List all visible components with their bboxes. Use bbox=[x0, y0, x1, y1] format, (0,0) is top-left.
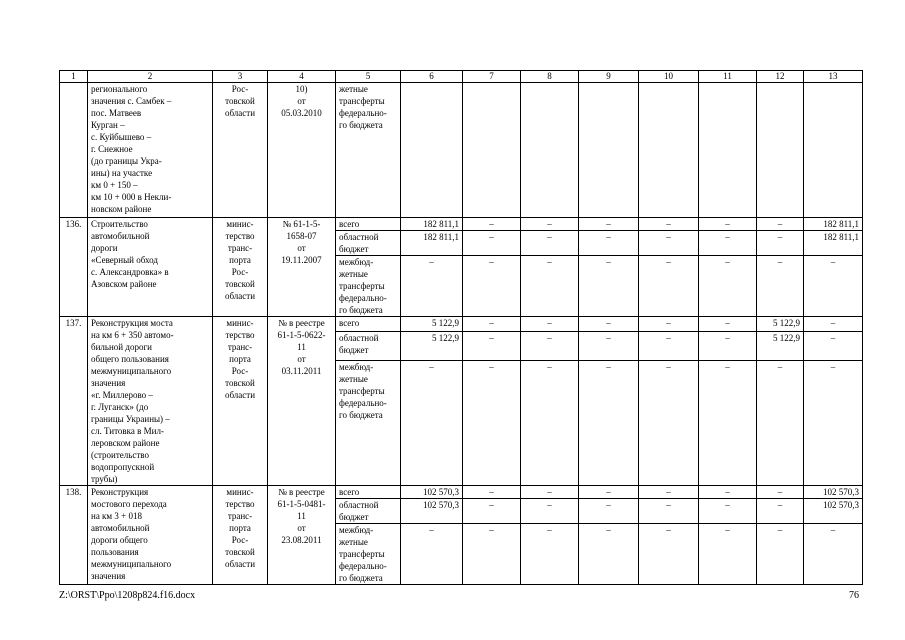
column-header: 4 bbox=[268, 71, 336, 83]
table-cell bbox=[463, 83, 521, 218]
table-cell bbox=[579, 83, 639, 218]
column-header: 2 bbox=[88, 71, 213, 83]
footer-page-number: 76 bbox=[849, 590, 859, 601]
table-cell bbox=[639, 83, 699, 218]
row-number-cell: 136. bbox=[60, 218, 88, 317]
amount-cell: – bbox=[579, 499, 639, 524]
table-cell bbox=[60, 83, 88, 218]
footer-file-path: Z:\ORST\Ppo\1208p824.f16.docx bbox=[59, 590, 196, 601]
column-header: 3 bbox=[213, 71, 268, 83]
amount-cell: – bbox=[463, 256, 521, 317]
amount-cell: – bbox=[463, 231, 521, 256]
object-name-cell: Строительство автомобильной дороги «Северный обход с. Александровка» в Азовском районе bbox=[88, 218, 213, 317]
funding-source-cell: всего bbox=[336, 317, 401, 332]
amount-cell: – bbox=[804, 331, 863, 360]
amount-cell: – bbox=[757, 486, 804, 499]
table-row bbox=[60, 218, 863, 231]
table-cell bbox=[521, 83, 579, 218]
amount-cell: 102 570,3 bbox=[401, 499, 463, 524]
column-header: 8 bbox=[521, 71, 579, 83]
amount-cell: 182 811,1 bbox=[804, 218, 863, 231]
amount-cell: – bbox=[579, 256, 639, 317]
amount-cell: – bbox=[521, 256, 579, 317]
document-cell: 10) от 05.03.2010 bbox=[268, 83, 336, 218]
amount-cell: – bbox=[521, 360, 579, 485]
amount-cell: – bbox=[757, 524, 804, 585]
amount-cell: – bbox=[639, 486, 699, 499]
amount-cell: – bbox=[463, 317, 521, 332]
column-header: 12 bbox=[757, 71, 804, 83]
amount-cell: – bbox=[804, 360, 863, 485]
amount-cell: – bbox=[521, 317, 579, 332]
amount-cell: 182 811,1 bbox=[401, 218, 463, 231]
amount-cell: – bbox=[639, 499, 699, 524]
amount-cell: – bbox=[579, 231, 639, 256]
amount-cell: – bbox=[699, 360, 757, 485]
funding-source-cell: межбюд- жетные трансферты федерально- го бюджета bbox=[336, 524, 401, 585]
funding-source-cell: межбюд- жетные трансферты федерально- го бюджета bbox=[336, 360, 401, 485]
amount-cell: – bbox=[757, 218, 804, 231]
table-cell bbox=[699, 83, 757, 218]
amount-cell: – bbox=[699, 486, 757, 499]
column-header: 10 bbox=[639, 71, 699, 83]
amount-cell: 182 811,1 bbox=[804, 231, 863, 256]
funding-source-cell: всего bbox=[336, 486, 401, 499]
amount-cell: – bbox=[521, 231, 579, 256]
amount-cell: 5 122,9 bbox=[401, 317, 463, 332]
amount-cell: – bbox=[757, 499, 804, 524]
amount-cell: – bbox=[699, 231, 757, 256]
row-number-cell: 137. bbox=[60, 317, 88, 486]
amount-cell: – bbox=[521, 524, 579, 585]
amount-cell: – bbox=[521, 218, 579, 231]
amount-cell: 102 570,3 bbox=[401, 486, 463, 499]
table-cell bbox=[757, 83, 804, 218]
amount-cell: – bbox=[579, 317, 639, 332]
funding-source-cell: областной бюджет bbox=[336, 331, 401, 360]
amount-cell: – bbox=[639, 317, 699, 332]
customer-cell: минис- терство транс- порта Рос- товской области bbox=[213, 218, 268, 317]
object-name-cell: Реконструкция моста на км 6 + 350 автомо- бильной дороги общего пользования межмуниципального значения «г. Миллерово – г. Луганск» (до границы Украины) – сл. Титовка в Мил- леровском районе (строительство водопропускной трубы) bbox=[88, 317, 213, 486]
table-header-row bbox=[60, 71, 863, 83]
column-header: 6 bbox=[401, 71, 463, 83]
amount-cell: – bbox=[757, 256, 804, 317]
funding-source-cell: всего bbox=[336, 218, 401, 231]
amount-cell: 102 570,3 bbox=[804, 499, 863, 524]
amount-cell: – bbox=[463, 218, 521, 231]
amount-cell: – bbox=[639, 218, 699, 231]
amount-cell: – bbox=[463, 331, 521, 360]
amount-cell: – bbox=[579, 331, 639, 360]
budget-table bbox=[59, 70, 863, 585]
table-cell bbox=[401, 83, 463, 218]
amount-cell: – bbox=[804, 256, 863, 317]
amount-cell: 5 122,9 bbox=[401, 331, 463, 360]
amount-cell: – bbox=[463, 524, 521, 585]
table-row bbox=[60, 83, 863, 218]
amount-cell: – bbox=[804, 524, 863, 585]
customer-cell: минис- терство транс- порта Рос- товской области bbox=[213, 317, 268, 486]
table-cell bbox=[804, 83, 863, 218]
object-name-cell: регионального значения с. Самбек – пос. Матвеев Курган – с. Куйбышево – г. Снежное (до границы Укра- ины) на участке км 0 + 150 – км 10 + 000 в Некли- новском районе bbox=[88, 83, 213, 218]
amount-cell: – bbox=[639, 331, 699, 360]
amount-cell: – bbox=[757, 231, 804, 256]
amount-cell: 182 811,1 bbox=[401, 231, 463, 256]
document-cell: № 61-1-5- 1658-07 от 19.11.2007 bbox=[268, 218, 336, 317]
amount-cell: – bbox=[401, 524, 463, 585]
amount-cell: 102 570,3 bbox=[804, 486, 863, 499]
amount-cell: – bbox=[463, 360, 521, 485]
amount-cell: – bbox=[639, 256, 699, 317]
funding-source-cell: областной бюджет bbox=[336, 499, 401, 524]
object-name-cell: Реконструкция мостового перехода на км 3 + 018 автомобильной дороги общего пользования межмуниципального значения bbox=[88, 486, 213, 585]
customer-cell: Рос- товской области bbox=[213, 83, 268, 218]
column-header: 13 bbox=[804, 71, 863, 83]
amount-cell: – bbox=[579, 360, 639, 485]
document-cell: № в реестре 61-1-5-0481- 11 от 23.08.2011 bbox=[268, 486, 336, 585]
amount-cell: – bbox=[463, 486, 521, 499]
amount-cell: 5 122,9 bbox=[757, 331, 804, 360]
row-number-cell: 138. bbox=[60, 486, 88, 585]
amount-cell: – bbox=[579, 218, 639, 231]
amount-cell: – bbox=[699, 317, 757, 332]
amount-cell: – bbox=[757, 360, 804, 485]
amount-cell: – bbox=[639, 360, 699, 485]
amount-cell: 5 122,9 bbox=[757, 317, 804, 332]
amount-cell: – bbox=[401, 360, 463, 485]
amount-cell: – bbox=[579, 486, 639, 499]
amount-cell: – bbox=[699, 256, 757, 317]
amount-cell: – bbox=[699, 524, 757, 585]
amount-cell: – bbox=[463, 499, 521, 524]
amount-cell: – bbox=[579, 524, 639, 585]
column-header: 9 bbox=[579, 71, 639, 83]
amount-cell: – bbox=[639, 231, 699, 256]
table-row bbox=[60, 317, 863, 332]
amount-cell: – bbox=[401, 256, 463, 317]
amount-cell: – bbox=[699, 331, 757, 360]
amount-cell: – bbox=[804, 317, 863, 332]
amount-cell: – bbox=[639, 524, 699, 585]
funding-source-cell: областной бюджет bbox=[336, 231, 401, 256]
column-header: 11 bbox=[699, 71, 757, 83]
amount-cell: – bbox=[521, 331, 579, 360]
column-header: 1 bbox=[60, 71, 88, 83]
column-header: 7 bbox=[463, 71, 521, 83]
customer-cell: минис- терство транс- порта Рос- товской области bbox=[213, 486, 268, 585]
document-cell: № в реестре 61-1-5-0622- 11 от 03.11.2011 bbox=[268, 317, 336, 486]
amount-cell: – bbox=[699, 499, 757, 524]
amount-cell: – bbox=[699, 218, 757, 231]
table-row bbox=[60, 486, 863, 499]
amount-cell: – bbox=[521, 499, 579, 524]
column-header: 5 bbox=[336, 71, 401, 83]
amount-cell: – bbox=[521, 486, 579, 499]
funding-source-cell: межбюд- жетные трансферты федерально- го бюджета bbox=[336, 256, 401, 317]
funding-source-cell: жетные трансферты федерально- го бюджета bbox=[336, 83, 401, 218]
